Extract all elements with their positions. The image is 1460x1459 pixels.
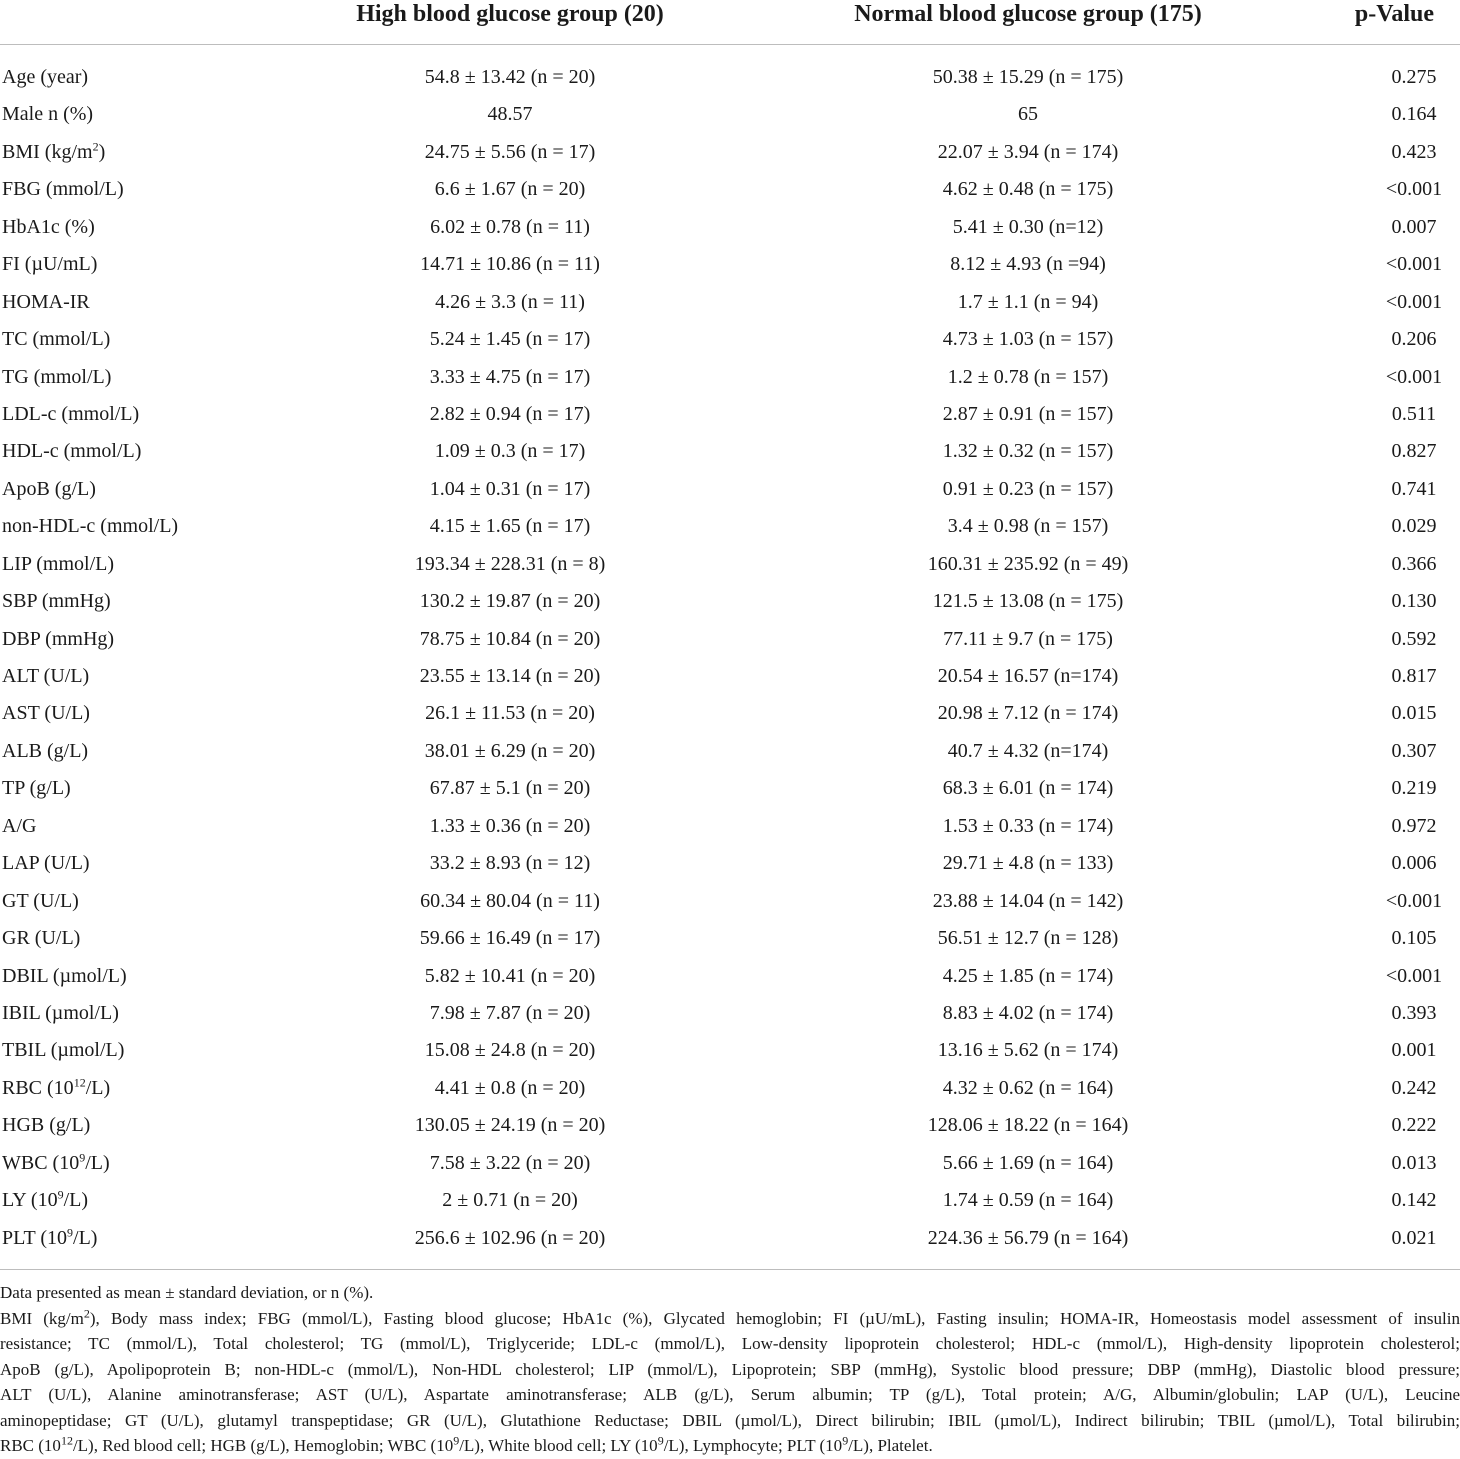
row-label-superscript: 12	[73, 1075, 86, 1090]
cell-p-value: 0.142	[1391, 1189, 1437, 1212]
row-label: TG (mmol/L)	[2, 365, 112, 388]
cell-normal-glucose: 1.74 ± 0.59 (n = 164)	[942, 1189, 1114, 1212]
footnote-text: ), Body mass index; FBG (mmol/L), Fasting blood glucose; HbA1c (%), Glycated hemoglobin; FI (µU/mL), Fasting insulin; HOMA-IR, Homeostasis model assessment of insulin	[89, 1308, 1460, 1328]
header-p-value: p-Value	[1354, 1, 1434, 27]
cell-p-value: 0.015	[1391, 702, 1437, 725]
row-label: ALT (U/L)	[2, 665, 90, 687]
table-header	[0, 0, 1460, 45]
table-row	[0, 583, 1460, 620]
table-bottom-rule	[0, 1269, 1460, 1270]
footnote-abbreviations-line	[0, 1382, 1460, 1408]
cell-high-glucose: 130.05 ± 24.19 (n = 20)	[414, 1114, 606, 1137]
cell-p-value: 0.130	[1391, 590, 1437, 613]
cell-high-glucose: 5.24 ± 1.45 (n = 17)	[429, 328, 591, 351]
cell-p-value: 0.592	[1391, 627, 1437, 650]
row-label	[2, 134, 105, 171]
cell-high-glucose: 2.82 ± 0.94 (n = 17)	[429, 402, 591, 425]
cell-p-value: <0.001	[1385, 253, 1443, 276]
row-label: IBIL (µmol/L)	[2, 1001, 119, 1024]
cell-p-value: 0.423	[1391, 140, 1437, 163]
table-row	[0, 1145, 1460, 1182]
footnote-text: /L), Platelet.	[848, 1436, 933, 1455]
cell-high-glucose: 24.75 ± 5.56 (n = 17)	[424, 140, 596, 163]
cell-p-value: 0.393	[1391, 1001, 1437, 1024]
cell-high-glucose: 5.82 ± 10.41 (n = 20)	[424, 964, 596, 987]
row-label: DBP (mmHg)	[2, 627, 115, 650]
cell-normal-glucose: 50.38 ± 15.29 (n = 175)	[932, 66, 1124, 88]
table-row	[0, 508, 1460, 545]
cell-p-value: 0.817	[1391, 665, 1437, 687]
cell-high-glucose: 7.98 ± 7.87 (n = 20)	[429, 1001, 591, 1024]
row-label-text: /L)	[85, 1076, 111, 1099]
table-row	[0, 1220, 1460, 1257]
row-label: LAP (U/L)	[2, 852, 90, 875]
table-row	[0, 433, 1460, 470]
cell-p-value: 0.105	[1391, 927, 1437, 950]
row-label-text: /L)	[63, 1189, 89, 1212]
cell-p-value: 0.222	[1391, 1114, 1437, 1137]
cell-p-value: <0.001	[1385, 178, 1443, 201]
cell-high-glucose: 1.33 ± 0.36 (n = 20)	[429, 814, 591, 837]
table-row	[0, 733, 1460, 770]
table-row	[0, 658, 1460, 695]
cell-p-value: <0.001	[1385, 365, 1443, 388]
table-row	[0, 995, 1460, 1032]
row-label-text: LY (10	[2, 1189, 58, 1212]
cell-high-glucose: 26.1 ± 11.53 (n = 20)	[425, 702, 595, 725]
cell-normal-glucose: 1.7 ± 1.1 (n = 94)	[957, 290, 1099, 313]
row-label: ApoB (g/L)	[2, 477, 96, 500]
cell-normal-glucose: 68.3 ± 6.01 (n = 174)	[942, 777, 1114, 800]
table-row	[0, 171, 1460, 208]
cell-high-glucose: 59.66 ± 16.49 (n = 17)	[419, 927, 601, 950]
cell-normal-glucose: 40.7 ± 4.32 (n=174)	[947, 739, 1109, 762]
cell-p-value: 0.001	[1391, 1039, 1437, 1062]
cell-high-glucose: 48.57	[487, 103, 533, 126]
cell-normal-glucose: 29.71 ± 4.8 (n = 133)	[942, 852, 1114, 875]
table-row	[0, 1070, 1460, 1107]
row-label: HDL-c (mmol/L)	[2, 440, 142, 463]
footnote-superscript: 12	[60, 1433, 73, 1448]
cell-high-glucose: 54.8 ± 13.42 (n = 20)	[424, 66, 596, 88]
cell-high-glucose: 67.87 ± 5.1 (n = 20)	[429, 777, 591, 800]
table-row	[0, 359, 1460, 396]
footnote-abbreviations-line	[0, 1357, 1460, 1383]
row-label: TP (g/L)	[2, 777, 71, 800]
cell-normal-glucose: 2.87 ± 0.91 (n = 157)	[942, 402, 1114, 425]
row-label: A/G	[2, 814, 37, 837]
cell-normal-glucose: 1.2 ± 0.78 (n = 157)	[947, 365, 1109, 388]
cell-high-glucose: 23.55 ± 13.14 (n = 20)	[419, 665, 601, 687]
cell-p-value: 0.164	[1391, 103, 1437, 126]
cell-normal-glucose: 5.41 ± 0.30 (n=12)	[952, 215, 1104, 238]
cell-p-value: 0.006	[1391, 852, 1437, 875]
row-label-superscript: 9	[67, 1224, 74, 1239]
row-label-superscript: 9	[57, 1187, 64, 1202]
cell-p-value: 0.972	[1391, 814, 1437, 837]
table-footnotes	[0, 1280, 1460, 1459]
cell-p-value: 0.219	[1391, 777, 1437, 800]
cell-normal-glucose: 128.06 ± 18.22 (n = 164)	[927, 1114, 1129, 1137]
cell-normal-glucose: 3.4 ± 0.98 (n = 157)	[947, 515, 1109, 538]
footnote-text: BMI (kg/m	[0, 1308, 84, 1328]
cell-high-glucose: 2 ± 0.71 (n = 20)	[442, 1189, 578, 1212]
cell-p-value: 0.827	[1391, 440, 1437, 463]
row-label	[2, 1220, 97, 1257]
row-label: FI (µU/mL)	[2, 253, 98, 276]
cell-normal-glucose: 1.53 ± 0.33 (n = 174)	[942, 814, 1114, 837]
footnote-text: ApoB (g/L), Apolipoprotein B; non-HDL-c (mmol/L), Non-HDL cholesterol; LIP (mmol/L), Lipoprotein; SBP (mmHg), Systolic blood pressure; DBP (mmHg), Diastolic blood pressure;	[0, 1359, 1460, 1379]
cell-p-value: 0.741	[1391, 477, 1437, 500]
cell-p-value: <0.001	[1385, 290, 1443, 313]
cell-high-glucose: 15.08 ± 24.8 (n = 20)	[424, 1039, 596, 1062]
footnote-text: /L), White blood cell; LY (10	[459, 1436, 658, 1455]
table-row	[0, 546, 1460, 583]
cell-normal-glucose: 65	[1018, 103, 1038, 126]
footnote-superscript: 9	[453, 1433, 460, 1448]
cell-normal-glucose: 13.16 ± 5.62 (n = 174)	[937, 1039, 1119, 1062]
cell-high-glucose: 6.02 ± 0.78 (n = 11)	[430, 215, 590, 238]
table-row	[0, 209, 1460, 246]
table-row	[0, 958, 1460, 995]
cell-normal-glucose: 4.62 ± 0.48 (n = 175)	[942, 178, 1114, 201]
cell-normal-glucose: 160.31 ± 235.92 (n = 49)	[927, 552, 1129, 575]
cell-high-glucose: 4.41 ± 0.8 (n = 20)	[434, 1076, 586, 1099]
row-label: Age (year)	[2, 66, 89, 88]
table-row	[0, 284, 1460, 321]
row-label: FBG (mmol/L)	[2, 178, 124, 201]
table-row	[0, 59, 1460, 96]
cell-normal-glucose: 23.88 ± 14.04 (n = 142)	[932, 889, 1124, 912]
cell-normal-glucose: 4.32 ± 0.62 (n = 164)	[942, 1076, 1114, 1099]
table-row	[0, 321, 1460, 358]
cell-high-glucose: 7.58 ± 3.22 (n = 20)	[429, 1151, 591, 1174]
cell-high-glucose: 78.75 ± 10.84 (n = 20)	[419, 627, 601, 650]
cell-p-value: 0.013	[1391, 1151, 1437, 1174]
row-label: TC (mmol/L)	[2, 328, 111, 351]
footnote-text: RBC (10	[0, 1436, 61, 1455]
cell-high-glucose: 193.34 ± 228.31 (n = 8)	[414, 552, 606, 575]
table-row	[0, 396, 1460, 433]
footnote-text: resistance; TC (mmol/L), Total cholesterol; TG (mmol/L), Triglyceride; LDL-c (mmol/L), Low-density lipoprotein cholesterol; HDL-c (mmol/L), High-density lipoprotein cholesterol;	[0, 1334, 1460, 1353]
footnote-abbreviations-line	[0, 1331, 1460, 1357]
cell-high-glucose: 3.33 ± 4.75 (n = 17)	[429, 365, 591, 388]
row-label: AST (U/L)	[2, 702, 90, 725]
cell-normal-glucose: 4.25 ± 1.85 (n = 174)	[942, 964, 1114, 987]
row-label-text: /L)	[73, 1226, 98, 1249]
cell-normal-glucose: 0.91 ± 0.23 (n = 157)	[942, 477, 1114, 500]
cell-p-value: 0.206	[1391, 328, 1437, 351]
footnote-abbreviations-line	[0, 1433, 1460, 1459]
row-label: HbA1c (%)	[2, 215, 95, 238]
row-label: LDL-c (mmol/L)	[2, 402, 140, 425]
row-label-text: PLT (10	[2, 1226, 68, 1249]
table-body	[0, 59, 1460, 1257]
cell-high-glucose: 4.15 ± 1.65 (n = 17)	[429, 515, 591, 538]
cell-normal-glucose: 77.11 ± 9.7 (n = 175)	[943, 627, 1113, 650]
cell-normal-glucose: 5.66 ± 1.69 (n = 164)	[942, 1151, 1114, 1174]
footnote-superscript: 9	[842, 1433, 849, 1448]
cell-normal-glucose: 22.07 ± 3.94 (n = 174)	[937, 140, 1119, 163]
row-label-text: RBC (10	[2, 1076, 74, 1099]
cell-normal-glucose: 20.98 ± 7.12 (n = 174)	[937, 702, 1119, 725]
row-label-text: /L)	[85, 1151, 110, 1174]
row-label: TBIL (µmol/L)	[2, 1039, 125, 1062]
footnote-text: /L), Red blood cell; HGB (g/L), Hemoglobin; WBC (10	[72, 1436, 454, 1455]
row-label: HGB (g/L)	[2, 1114, 91, 1137]
footnote-superscript: 2	[83, 1305, 90, 1320]
table-row	[0, 808, 1460, 845]
cell-high-glucose: 60.34 ± 80.04 (n = 11)	[420, 889, 600, 912]
table-row	[0, 96, 1460, 133]
cell-normal-glucose: 4.73 ± 1.03 (n = 157)	[942, 328, 1114, 351]
row-label-text: WBC (10	[2, 1151, 80, 1174]
row-label: GT (U/L)	[2, 889, 79, 912]
row-label-text: )	[98, 140, 106, 163]
footnote-superscript: 9	[657, 1433, 664, 1448]
cell-high-glucose: 1.09 ± 0.3 (n = 17)	[434, 440, 586, 463]
cell-p-value: 0.511	[1391, 402, 1437, 425]
cell-normal-glucose: 8.83 ± 4.02 (n = 174)	[942, 1001, 1114, 1024]
cell-normal-glucose: 121.5 ± 13.08 (n = 175)	[932, 590, 1124, 613]
cell-normal-glucose: 8.12 ± 4.93 (n =94)	[950, 253, 1106, 276]
table-row	[0, 246, 1460, 283]
cell-normal-glucose: 1.32 ± 0.32 (n = 157)	[942, 440, 1114, 463]
cell-p-value: 0.307	[1391, 739, 1437, 762]
footnote-text: ALT (U/L), Alanine aminotransferase; AST (U/L), Aspartate aminotransferase; ALB (g/L), Serum albumin; TP (g/L), Total protein; A/G, Albumin/globulin; LAP (U/L), Leucine	[0, 1385, 1460, 1404]
cell-p-value: 0.242	[1391, 1076, 1437, 1099]
row-label: SBP (mmHg)	[2, 590, 111, 613]
table-row	[0, 1182, 1460, 1219]
table-row	[0, 770, 1460, 807]
cell-high-glucose: 38.01 ± 6.29 (n = 20)	[424, 739, 596, 762]
table-row	[0, 1032, 1460, 1069]
row-label: DBIL (µmol/L)	[2, 964, 127, 987]
header-high-glucose-group: High blood glucose group (20)	[356, 1, 664, 27]
row-label: ALB (g/L)	[2, 739, 89, 762]
footnote-data-note: Data presented as mean ± standard deviation, or n (%).	[0, 1283, 374, 1302]
footnote-text: /L), Lymphocyte; PLT (10	[663, 1436, 843, 1455]
row-label: LIP (mmol/L)	[2, 552, 115, 575]
header-normal-glucose-group: Normal blood glucose group (175)	[854, 1, 1202, 27]
table-row	[0, 695, 1460, 732]
cell-high-glucose: 1.04 ± 0.31 (n = 17)	[429, 477, 591, 500]
table-row	[0, 134, 1460, 171]
cell-p-value: <0.001	[1385, 889, 1443, 912]
footnote-abbreviations-line	[0, 1408, 1460, 1434]
row-label	[2, 1145, 110, 1182]
table-row	[0, 471, 1460, 508]
cell-normal-glucose: 20.54 ± 16.57 (n=174)	[937, 665, 1119, 687]
row-label-superscript: 2	[92, 139, 99, 154]
cell-p-value: 0.007	[1391, 215, 1437, 238]
footnote-text: aminopeptidase; GT (U/L), glutamyl transpeptidase; GR (U/L), Glutathione Reductase; DBIL (µmol/L), Direct bilirubin; IBIL (µmol/L), Indirect bilirubin; TBIL (µmol/L), Total bilirubin;	[0, 1410, 1460, 1430]
cell-high-glucose: 256.6 ± 102.96 (n = 20)	[414, 1226, 606, 1249]
table-row	[0, 1107, 1460, 1144]
cell-p-value: 0.366	[1391, 552, 1437, 575]
row-label: GR (U/L)	[2, 927, 81, 950]
cell-high-glucose: 14.71 ± 10.86 (n = 11)	[420, 253, 600, 276]
row-label: non-HDL-c (mmol/L)	[2, 515, 179, 538]
cell-high-glucose: 6.6 ± 1.67 (n = 20)	[434, 178, 586, 201]
cell-p-value: 0.275	[1391, 66, 1437, 88]
table-row	[0, 883, 1460, 920]
cell-p-value: 0.029	[1391, 515, 1437, 538]
row-label: HOMA-IR	[2, 290, 90, 313]
row-label-superscript: 9	[79, 1150, 86, 1165]
cell-high-glucose: 33.2 ± 8.93 (n = 12)	[429, 852, 591, 875]
row-label	[2, 1070, 110, 1107]
cell-high-glucose: 130.2 ± 19.87 (n = 20)	[419, 590, 601, 613]
row-label: Male n (%)	[2, 103, 94, 126]
table-row	[0, 621, 1460, 658]
footnote-abbreviations-line	[0, 1306, 1460, 1332]
cell-high-glucose: 4.26 ± 3.3 (n = 11)	[435, 290, 585, 313]
cell-normal-glucose: 56.51 ± 12.7 (n = 128)	[937, 927, 1119, 950]
table-row	[0, 845, 1460, 882]
cell-normal-glucose: 224.36 ± 56.79 (n = 164)	[927, 1226, 1129, 1249]
row-label-text: BMI (kg/m	[2, 140, 93, 163]
cell-p-value: <0.001	[1385, 964, 1443, 987]
row-label	[2, 1182, 88, 1219]
cell-p-value: 0.021	[1391, 1226, 1437, 1249]
table-row	[0, 920, 1460, 957]
